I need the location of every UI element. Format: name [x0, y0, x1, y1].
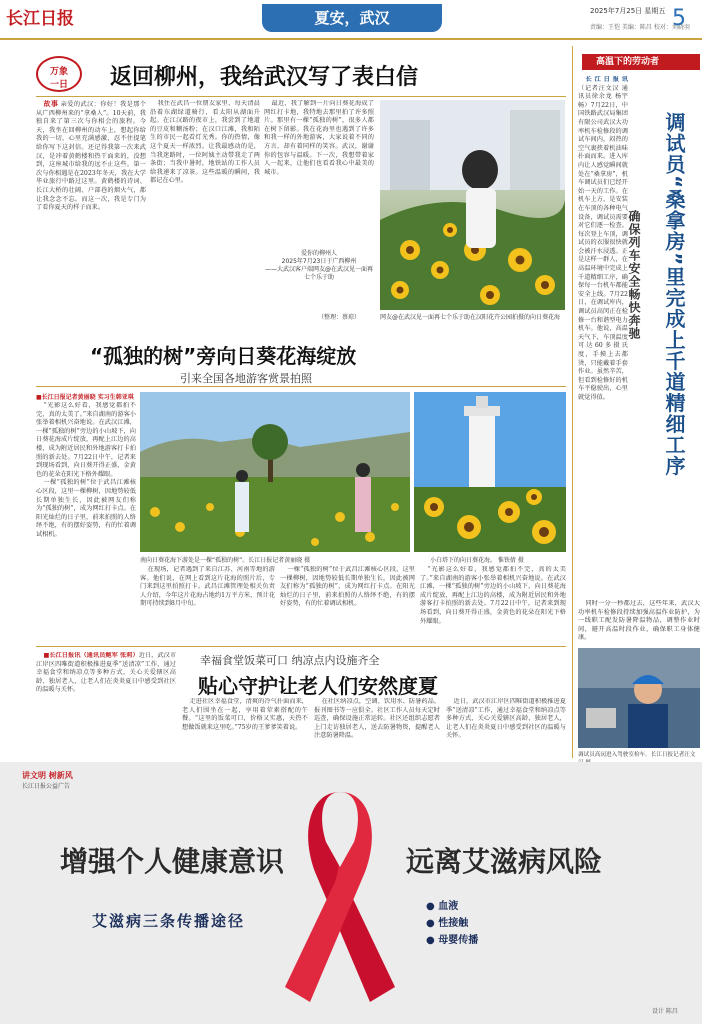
story3-byline: ■长江日报讯（通讯员鲍军 张莉） — [43, 652, 139, 659]
signature: 爱你的柳州人 — [300, 250, 337, 257]
story1-col1 — [36, 100, 146, 310]
story2-byline: ■长江日报记者黄丽晓 实习生韩亚琪 — [36, 394, 134, 401]
story2-col2 — [140, 566, 275, 642]
issue-date: 2025年7月25日 星期五 — [590, 7, 666, 15]
story1-rule — [36, 96, 566, 97]
story2-text-2: 在现场，记者遇到了来自江苏、河南等地的游客。他们说，在网上看到这片花海的照片后，专门来到这里拍照打卡。武昌江滩管理处相关负责人介绍，今年这片花海占地约1万平方米，预计花期可持续到8月中旬。 — [140, 566, 275, 608]
ad-tagline: 艾滋病三条传播途径 — [92, 912, 246, 930]
story3-col1 — [36, 652, 176, 758]
signature-date: 2025年7月23日于广西柳州 — [281, 258, 357, 265]
section-badge-workers: 高温下的劳动者 — [582, 54, 700, 70]
badge-line-2: 一日 — [49, 80, 68, 90]
story3-col2 — [182, 698, 308, 758]
section-title: 夏安，武汉 — [262, 4, 442, 32]
story2-text-3: 一棵“孤独的树”位于武昌江滩核心区段，这里一棵柳树，因地势较低长期单独生长，因此被网友们称为“孤独的树”，成为网红打卡点。在阳光灿烂的日子里，前来拍照的人络绎不绝，有的摆好姿势，有的忙着调试相机。 — [280, 566, 415, 608]
story3-text-4: 近日，武汉市江岸区四唯街道积极推进夏季“送清凉”工作，通过幸福食堂和纳凉点等多种方式，关心关爱辖区高龄、独居老人，让老人们在炎炎夏日中感受到社区的温暖与关怀。 — [446, 698, 566, 740]
story2-text-1: “光影这么好看，我感觉都拍不完，真的太美了。”来自湖南的游客小张举着相机兴奋地说。在武汉江滩，一棵“孤独的树”旁边的小山坡下，向日葵花海成片绽放，再配上江边的高楼，成为附近居民和外地游客打卡拍照的新去处。7月22日中午，记者来到现场看到，向日葵开得正盛，金黄色的花朵在阳光下格外耀眼。 — [36, 402, 136, 478]
story4-byline: 长江日报讯 — [585, 76, 628, 83]
ad-brand: 讲文明 树新风 — [22, 771, 73, 780]
page-header — [0, 0, 702, 40]
story3-text-3: 在社区纳凉点，空调、饮用水、防暑药品、报刊图书等一应俱全。社区工作人员每天定时巡查，确保设施正常运转。社区还组织志愿者上门走访独居老人，送去防暑物资，提醒老人注意防暑降温。 — [314, 698, 440, 740]
story1-text-1: 亲爱的武汉：你好！我是那个从广西柳州来的“拿桑人”。10天前，我独自来了第三次与你相会的旅程。今天，我坐在回柳州的动车上，想起你给我的一切，心里充满感激，忍不住提笔给你写下这封信。还记得我第一次来武汉，是冲着黄鹤楼和热干面来的，没想到，这座城市给我的远不止这些。第一次与你相遇是在2023年冬天，我在大学毕业旅行中路过这里。黄鹤楼的诗词、长江大桥的壮阔、户部巷的烟火气，都让我念念不忘。而这一次，我是专门为了看你夏天的样子而来。 — [36, 101, 146, 212]
story4-text-1: （记者汪文汉 通讯员徐余龙 杨宇畅）7月22日，中国铁路武汉局集团有限公司武汉大功率机车检修段的调试车间内，闷热的空气裹挟着机油味扑面而来。进入库内让人感觉瞬间就处在“桑拿房”，机车调试员们已经开始一天的工作。在机车上方，是安装在车顶的各种电气设备，调试员需要对它们逐一检查。每次登上车顶，调试员的衣服很快就会被汗水浸透。正是这样一群人，在高温环境中完成上千道精细工序，确保每一台机车都能安全上线。7月22日，在调试库内，调试员高闵正在检修一台和谐型电力机车。他说，高温天气下，车顶温度可达60多摄氏度，手摸上去都烫，只能戴着手套作业。虽然辛苦，但看到检修好的机车平稳驶出，心里就觉得值。 — [578, 84, 628, 401]
ad-brand-sub: 长江日报公益广告 — [22, 783, 71, 790]
story3-rule — [36, 646, 566, 647]
story2-headline: “孤独的树”旁向日葵花海绽放 — [90, 344, 357, 368]
story1-text-2: 我住在武昌一位朋友家里，每天清晨沿着东湖绿道骑行，看太阳从湖面升起。在江汉路的夜市上，我尝到了地道的豆皮和糊汤粉；在汉口江滩，我和陌生的市民一起看灯光秀。你的热情，像这个夏天一样浓烈。让我最感动的是，当我迷路时，一位阿姨主动带我走了两条街；当我中暑时，地铁站的工作人员给我递来了凉茶。这些温暖的瞬间，我都记在心里。 — [150, 100, 260, 185]
ad-slogan-right: 远离艾滋病风险 — [406, 845, 603, 878]
page-number: 5 — [672, 6, 686, 31]
compiled-by: （整理：蔡琼） — [318, 314, 361, 321]
public-service-ad — [0, 762, 702, 1024]
story4-subheadline: 确保列车安全畅快奔驰 — [627, 210, 641, 340]
source-note: ——大武汉客户端网友@在武汉见一面再七个乐于助 — [264, 266, 373, 281]
story1-signature-block — [264, 250, 374, 282]
story2-col4 — [420, 566, 566, 642]
story2-rule — [36, 386, 566, 387]
worker-photo — [578, 648, 700, 748]
sunflower-photo-caption: 网友@在武汉见一面再七个乐于助在汉阳花卉公园拍摄的向日葵花海 — [380, 314, 561, 321]
story4-text-2: 同时一分一秒都过去，这些年来，武汉大功率机车检修段持续加强高温作业防护，为一线职工配发防暑降温物品，调整作业时间，避开高温时段作业，确保职工身体健康。 — [578, 600, 700, 642]
editor-credits: 责编：王恺 美编：陈昌 校对：刘晓羽 — [590, 24, 690, 31]
story1-col2 — [150, 100, 260, 310]
story2-col1 — [36, 402, 136, 642]
story1-kicker: 故事 — [43, 100, 59, 108]
story3-text-2: 走进社区幸福食堂，清爽的冷气扑面而来，老人们围坐在一起，享用着荤素搭配的午餐。“这里的饭菜可口，价格又实惠，天热不想做饭就来这里吃。”75岁的王爹爹笑着说。 — [182, 698, 308, 731]
story3-headline: 贴心守护让老人们安然度夏 — [198, 674, 438, 698]
story1-headline: 返回柳州，我给武汉写了表白信 — [110, 65, 419, 90]
story4-headline: 调试员“桑拿房”里完成上千道精细工序 — [662, 112, 686, 477]
story2-subheadline: 引来全国各地游客赏景拍照 — [180, 372, 312, 385]
route-item: ● 血液 — [426, 901, 459, 912]
story3-col4 — [446, 698, 566, 758]
lonely-tree-photo — [140, 392, 410, 552]
ad-brand-block — [22, 770, 73, 790]
story3-col3 — [314, 698, 440, 758]
story-badge — [36, 56, 82, 92]
ad-slogan-left: 增强个人健康意识 — [60, 845, 285, 878]
sunflower-photo — [380, 100, 565, 310]
story4-col-mid — [578, 600, 700, 645]
story1-text-3: 最近，我了解到一片向日葵花海成了网红打卡地，我特地去那里拍了许多照片。那里有一棵“孤独的树”，很多人都在树下留影。我在花海里也遇到了许多和我一样的外地游客，大家说着不同的方言，却有着同样的笑容。武汉，谢谢你的包容与温暖。下一次，我想带着家人一起来，让他们也看看我心中最美的城市。 — [264, 100, 374, 176]
newspaper-logo: 长江日报 — [6, 9, 74, 29]
route-item: ● 性接触 — [426, 918, 469, 929]
story2-text-4: “光影这么好看，我感觉都拍不完，真的太美了。”来自湖南的游客小张举着相机兴奋地说。在武汉江滩，一棵“孤独的树”旁边的小山坡下，向日葵花海成片绽放，再配上江边的高楼，成为附近居民和外地游客打卡拍照的新去处。7月22日中午，记者来到现场看到，向日葵开得正盛，金黄色的花朵在阳光下格外耀眼。 — [420, 566, 566, 625]
route-item: ● 母婴传播 — [426, 935, 479, 946]
story2-col3 — [280, 566, 415, 642]
story4-col-top — [578, 76, 628, 596]
story3-text-1: 近日，武汉市江岸区四唯街道积极推进夏季“送清凉”工作，通过幸福食堂和纳凉点等多种方式，关心关爱辖区高龄、独居老人，让老人们在炎炎夏日中感受到社区的温暖与关怀。 — [36, 652, 176, 694]
ad-designer: 设计 陈昌 — [652, 1008, 678, 1015]
right-column-rule — [572, 46, 573, 758]
lonely-tree-caption: 南向日葵花海下游处是一棵“孤独的树”。长江日报记者黄丽晓 摄 — [140, 557, 311, 564]
ad-routes-list — [426, 898, 478, 949]
story3-kicker: 幸福食堂饭菜可口 纳凉点内设施齐全 — [200, 654, 380, 667]
white-tower-photo — [414, 392, 566, 552]
badge-line-1: 万象 — [49, 67, 68, 77]
red-ribbon-icon — [270, 772, 410, 1012]
worker-photo-caption: 调试员高闵进入驾驶室检车。长江日报记者汪文 — [578, 752, 696, 758]
white-tower-caption: 小白塔下的向日葵花海。 惟铁倩 摄 — [430, 557, 524, 564]
story2-text-1b: 一棵“孤独的树”位于武昌江滩核心区段，这里一棵柳树，因地势较低长期单独生长，因此被网友们称为“孤独的树”，成为网红打卡点。在阳光灿烂的日子里，前来拍照的人络绎不绝，有的摆好姿势，有的忙着调试相机。 — [36, 479, 136, 538]
